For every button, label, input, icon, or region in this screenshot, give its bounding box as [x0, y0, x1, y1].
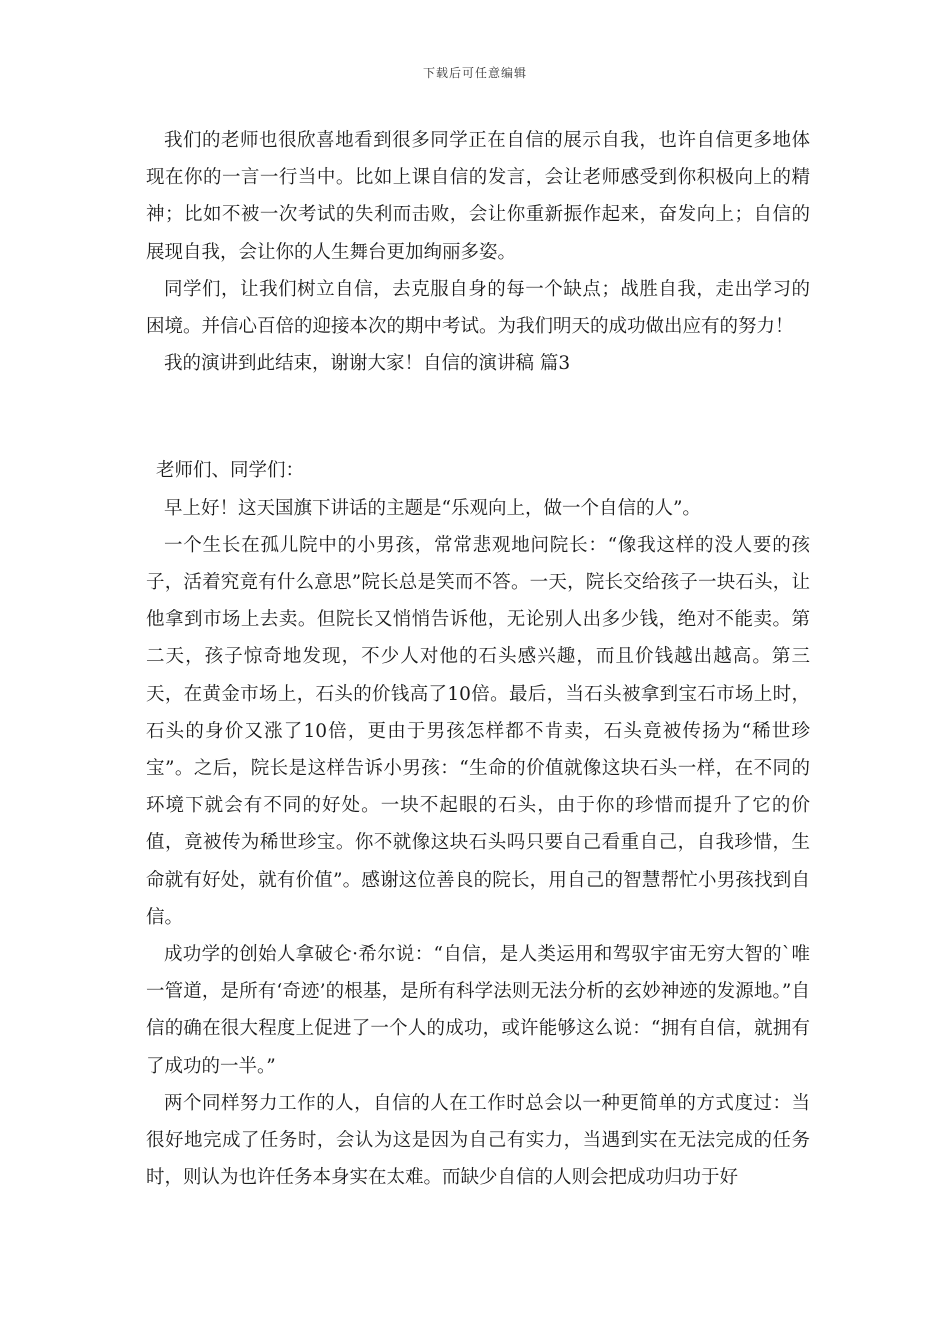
document-body — [146, 122, 810, 1196]
paragraph-speech-end: 我的演讲到此结束，谢谢大家！自信的演讲稿 篇3 — [164, 353, 571, 375]
section-gap — [146, 382, 810, 452]
paragraph-napoleon-hill: 成功学的创始人拿破仑·希尔说：“自信，是人类运用和驾驭宇宙无穷大智的`唯一管道，是所有‘奇迹’的根基，是所有科学法则无法分析的玄妙神迹的发源地。”自信的确在很大程度上促进了一个人的成功，或许能够这么说：“拥有自信，就拥有了成功的一半。” — [146, 944, 810, 1077]
paragraph-salutation: 老师们、同学们： — [156, 460, 305, 482]
paragraph-call-to-action: 同学们，让我们树立自信，去克服自身的每一个缺点；战胜自我，走出学习的困境。并信心百倍的迎接本次的期中考试。为我们明天的成功做出应有的努力！ — [146, 278, 810, 338]
paragraph-two-workers: 两个同样努力工作的人，自信的人在工作时总会以一种更简单的方式度过：当很好地完成了任务时，会认为这是因为自己有实力，当遇到实在无法完成的任务时，则认为也许任务本身实在太难。而缺少自信的人则会把成功归功于好 — [146, 1092, 810, 1189]
paragraph-orphan-story: 一个生长在孤儿院中的小男孩，常常悲观地问院长：“像我这样的没人要的孩子，活着究竟有什么意思”院长总是笑而不答。一天，院长交给孩子一块石头，让他拿到市场上去卖。但院长又悄悄告诉他，无论别人出多少钱，绝对不能卖。第二天，孩子惊奇地发现，不少人对他的石头感兴趣，而且价钱越出越高。第三天，在黄金市场上，石头的价钱高了10倍。最后，当石头被拿到宝石市场上时，石头的身价又涨了10倍，更由于男孩怎样都不肯卖，石头竟被传扬为“稀世珍宝”。之后，院长是这样告诉小男孩：“生命的价值就像这块石头一样，在不同的环境下就会有不同的好处。一块不起眼的石头，由于你的珍惜而提升了它的价值，竟被传为稀世珍宝。你不就像这块石头吗只要自己看重自己，自我珍惜，生命就有好处，就有价值”。感谢这位善良的院长，用自己的智慧帮忙小男孩找到自信。 — [146, 534, 810, 928]
header-note: 下载后可任意编辑 — [422, 66, 527, 80]
paragraph-teacher-confidence: 我们的老师也很欣喜地看到很多同学正在自信的展示自我，也许自信更多地体现在你的一言一行当中。比如上课自信的发言，会让老师感受到你积极向上的精神；比如不被一次考试的失利而击败，会让你重新振作起来，奋发向上；自信的展现自我，会让你的人生舞台更加绚丽多姿。 — [146, 130, 810, 263]
paragraph-greeting: 早上好！这天国旗下讲话的主题是“乐观向上，做一个自信的人”。 — [164, 497, 701, 519]
